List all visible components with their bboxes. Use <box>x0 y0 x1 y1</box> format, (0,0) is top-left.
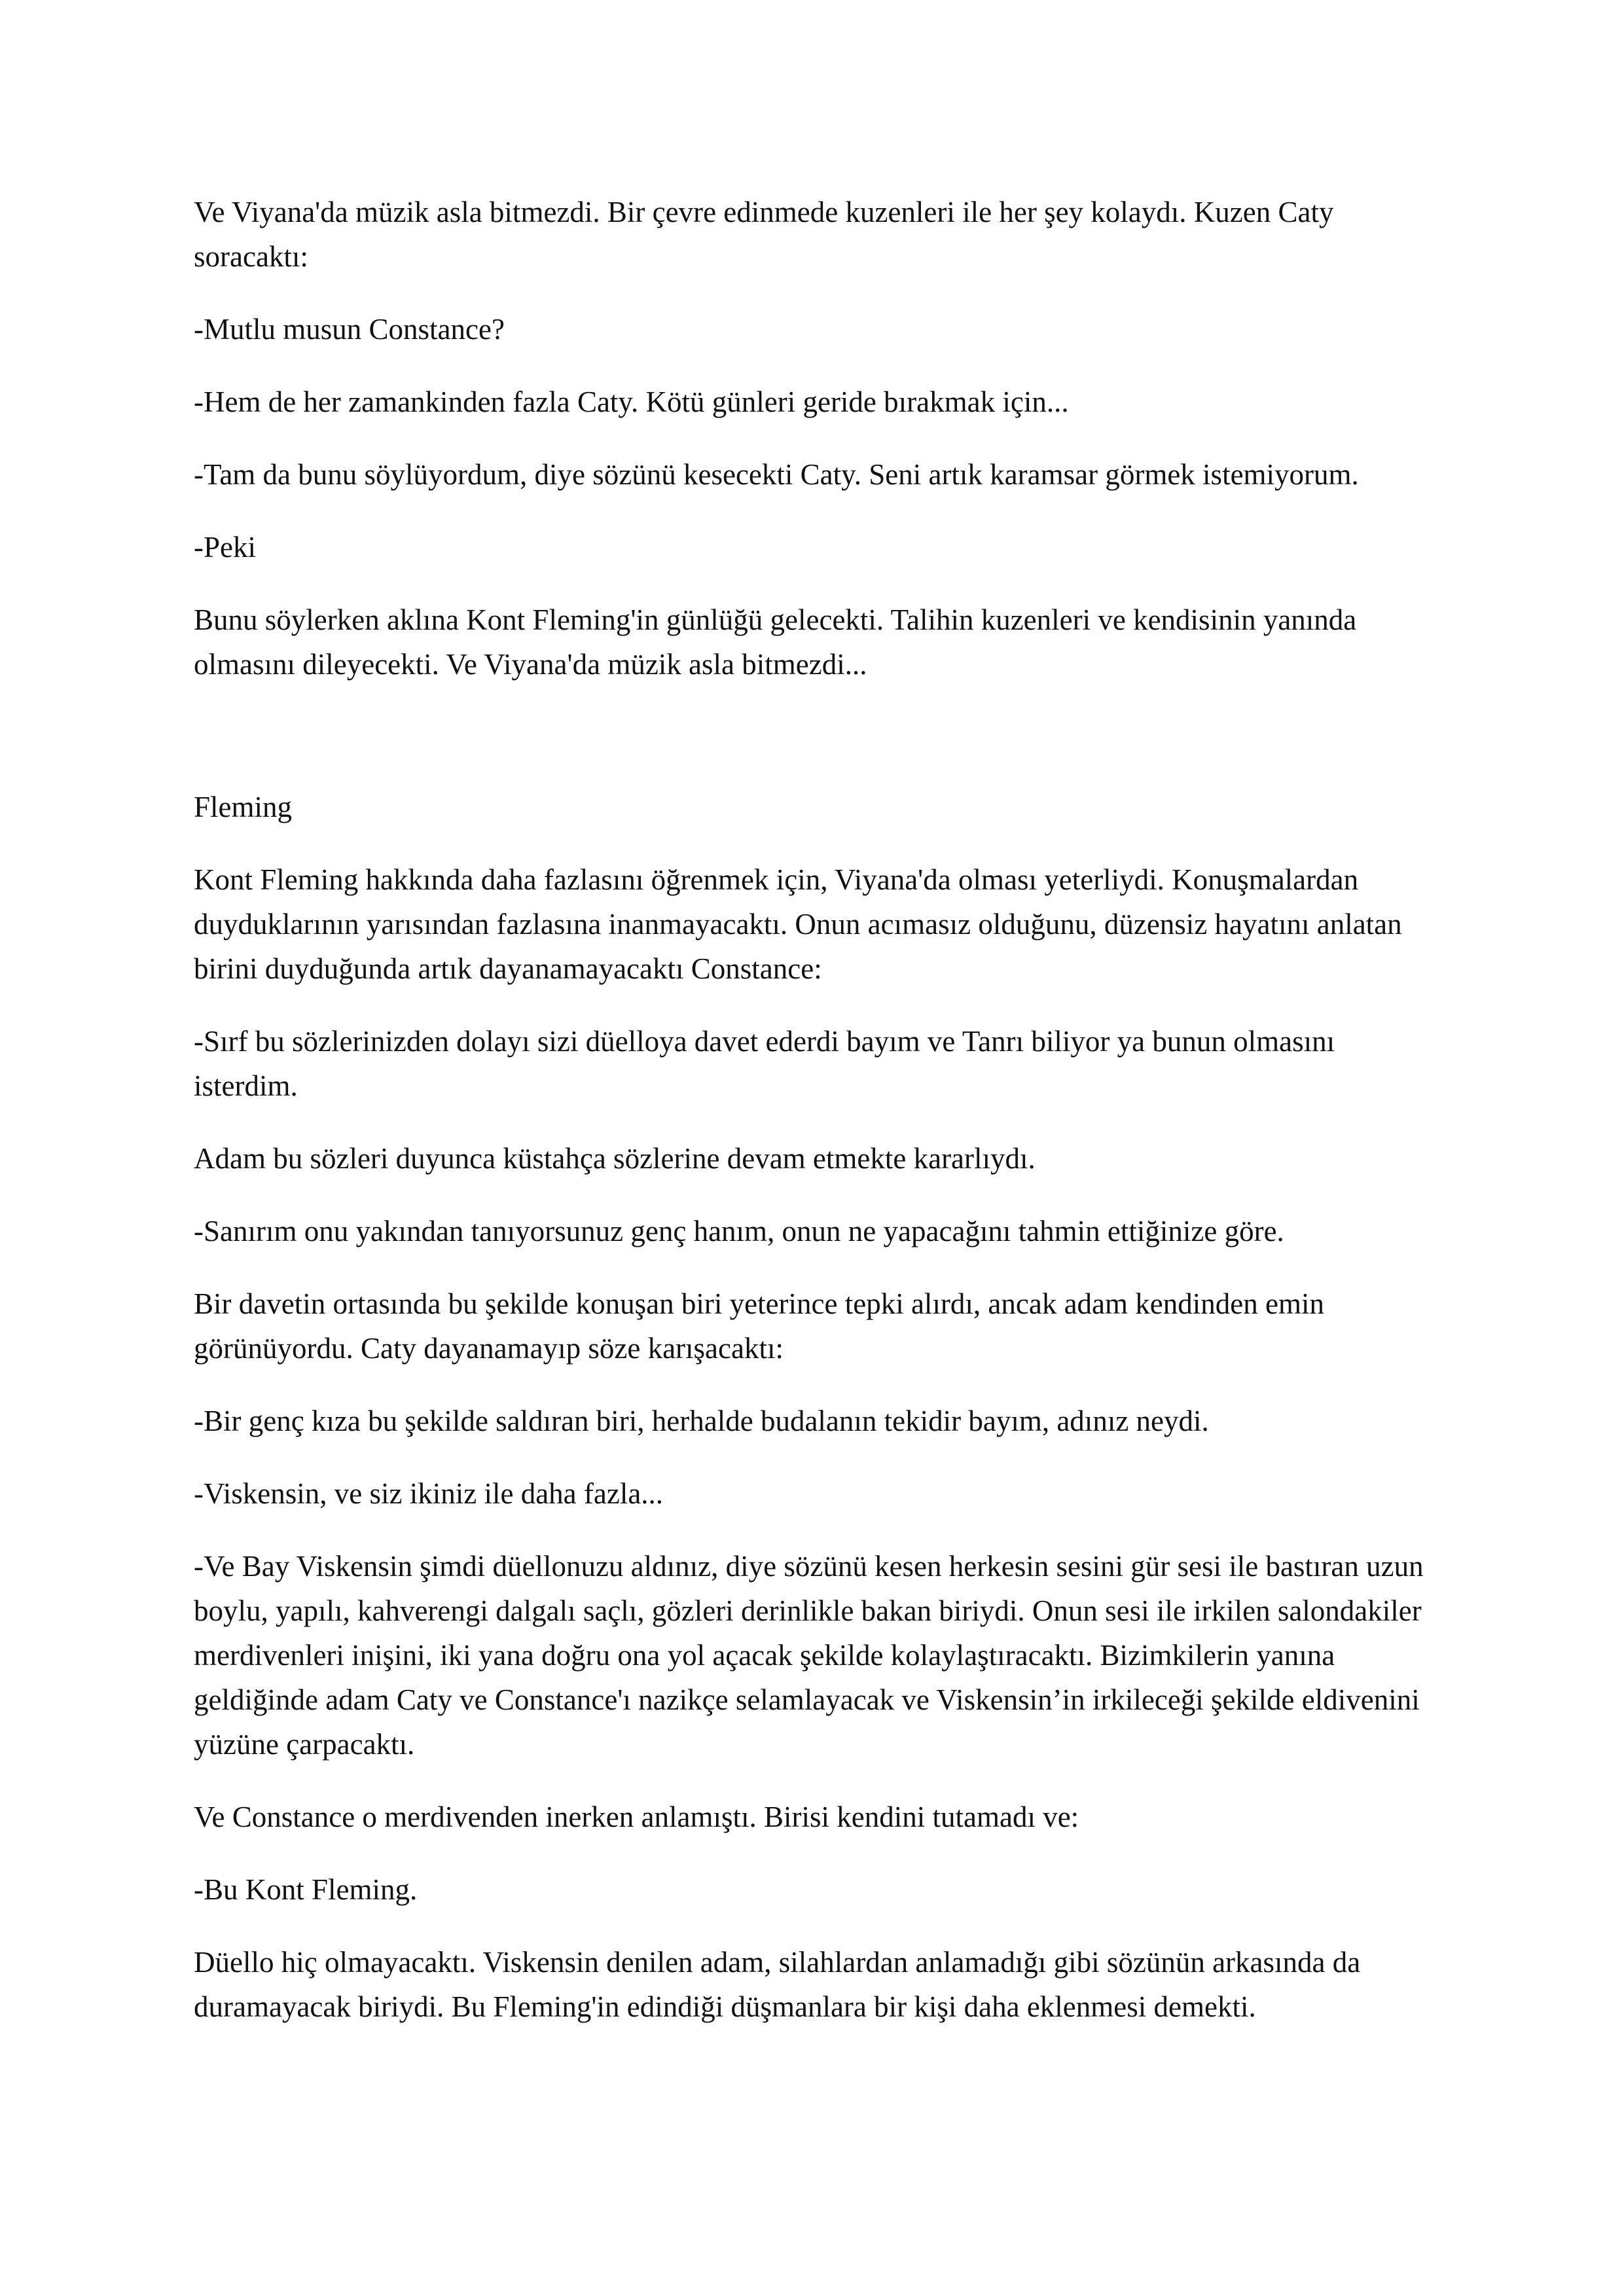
paragraph: Düello hiç olmayacaktı. Viskensin denilen adam, silahlardan anlamadığı gibi sözünün arkasında da duramayacak biriydi. Bu Fleming'in edindiği düşmanlara bir kişi daha eklenmesi demekti. <box>194 1946 1361 2023</box>
paragraph: Bir davetin ortasında bu şekilde konuşan biri yeterince tepki alırdı, ancak adam kendinden emin görünüyordu. Caty dayanamayıp söze karışacaktı: <box>194 1287 1324 1365</box>
paragraph: -Hem de her zamankinden fazla Caty. Kötü günleri geride bırakmak için... <box>194 386 1069 418</box>
paragraph: Kont Fleming hakkında daha fazlasını öğrenmek için, Viyana'da olması yeterliydi. Konuşmalardan duyduklarının yarısından fazlasına inanmayacaktı. Onun acımasız olduğunu, düzensiz hayatını anlatan birini duyduğunda artık dayanamayacaktı Constance: <box>194 863 1402 985</box>
paragraph: -Ve Bay Viskensin şimdi düellonuzu aldınız, diye sözünü kesen herkesin sesini gür sesi ile bastıran uzun boylu, yapılı, kahverengi dalgalı saçlı, gözleri derinlikle bakan biriydi. Onun sesi ile irkilen salondakiler merdivenleri inişini, iki yana doğru ona yol açacak şekilde kolaylaştıracaktı. Bizimkilerin yanına geldiğinde adam Caty ve Constance'ı nazikçe selamlayacak ve Viskensin’in irkileceği şekilde eldivenini yüzüne çarpacaktı. <box>194 1550 1424 1761</box>
paragraph: -Sanırım onu yakından tanıyorsunuz genç hanım, onun ne yapacağını tahmin ettiğinize göre. <box>194 1215 1284 1247</box>
section-heading: Fleming <box>194 791 293 823</box>
document-page <box>194 190 1441 2057</box>
paragraph: Bunu söylerken aklına Kont Fleming'in günlüğü gelecekti. Talihin kuzenleri ve kendisinin yanında olmasını dileyecekti. Ve Viyana'da müzik asla bitmezdi... <box>194 603 1357 681</box>
paragraph: -Viskensin, ve siz ikiniz ile daha fazla... <box>194 1477 664 1510</box>
paragraph: Adam bu sözleri duyunca küstahça sözlerine devam etmekte kararlıydı. <box>194 1142 1036 1175</box>
paragraph: -Peki <box>194 531 256 564</box>
paragraph: -Mutlu musun Constance? <box>194 313 505 346</box>
paragraph: -Bir genç kıza bu şekilde saldıran biri, herhalde budalanın tekidir bayım, adınız neydi. <box>194 1405 1209 1437</box>
paragraph: Ve Constance o merdivenden inerken anlamıştı. Birisi kendini tutamadı ve: <box>194 1801 1079 1833</box>
paragraph: -Tam da bunu söylüyordum, diye sözünü kesecekti Caty. Seni artık karamsar görmek istemiyorum. <box>194 458 1359 491</box>
paragraph: Ve Viyana'da müzik asla bitmezdi. Bir çevre edinmede kuzenleri ile her şey kolaydı. Kuzen Caty soracaktı: <box>194 196 1334 273</box>
paragraph: -Bu Kont Fleming. <box>194 1873 418 1906</box>
paragraph: -Sırf bu sözlerinizden dolayı sizi düelloya davet ederdi bayım ve Tanrı biliyor ya bunun olmasını isterdim. <box>194 1025 1335 1102</box>
